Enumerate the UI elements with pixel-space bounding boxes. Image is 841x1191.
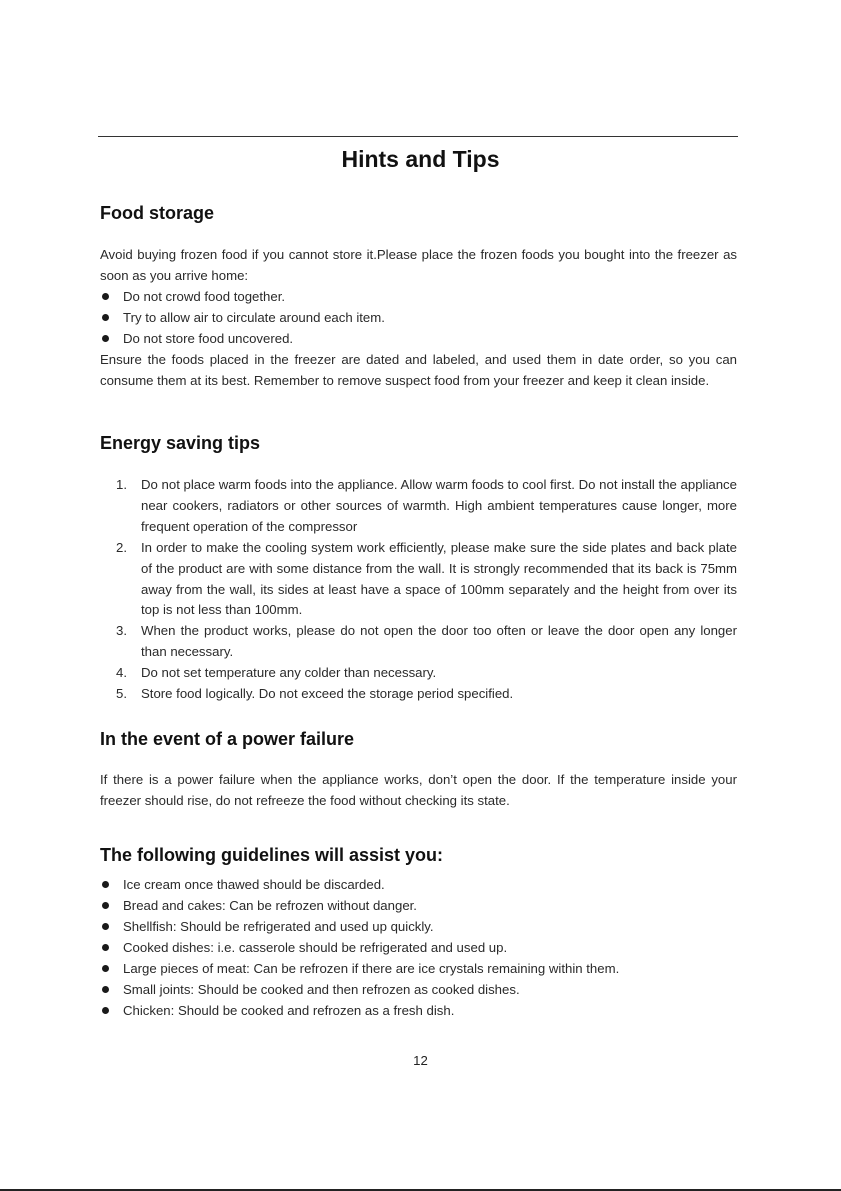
food-storage-list	[100, 286, 737, 349]
guidelines-list	[100, 874, 737, 1021]
food-storage-heading: Food storage	[100, 203, 215, 223]
bullet-icon	[102, 986, 109, 993]
bullet-icon	[102, 965, 109, 972]
list-item: Ice cream once thawed should be discarded.	[100, 874, 737, 895]
bullet-icon	[102, 293, 109, 300]
bullet-icon	[102, 902, 109, 909]
page-title: Hints and Tips	[341, 146, 500, 172]
bullet-icon	[102, 944, 109, 951]
list-item: Chicken: Should be cooked and refrozen as a fresh dish.	[100, 1000, 737, 1021]
top-divider	[98, 136, 738, 137]
bullet-icon	[102, 1007, 109, 1014]
page-number: 12	[413, 1053, 428, 1068]
list-item: Large pieces of meat: Can be refrozen if there are ice crystals remaining within them.	[100, 958, 737, 979]
bullet-icon	[102, 923, 109, 930]
list-item: Cooked dishes: i.e. casserole should be refrigerated and used up.	[100, 937, 737, 958]
list-item: Small joints: Should be cooked and then refrozen as cooked dishes.	[100, 979, 737, 1000]
bullet-icon	[102, 335, 109, 342]
list-item: 3. When the product works, please do not open the door too often or leave the door open any longer than necessary.	[116, 623, 737, 660]
list-item: 4. Do not set temperature any colder than necessary.	[116, 665, 437, 681]
bullet-icon	[102, 881, 109, 888]
food-storage-intro: Avoid buying frozen food if you cannot store it.Please place the frozen foods you bought into the freezer as soon as you arrive home:	[100, 247, 737, 284]
list-item: Try to allow air to circulate around each item.	[100, 307, 737, 328]
list-item: 2. In order to make the cooling system work efficiently, please make sure the side plates and back plate of the product are with some distance from the wall. It is strongly recommended that its back is 75mm away from the wall, its sides at least have a space of 100mm separately and the height from over its top is not less than 100mm.	[116, 539, 737, 618]
energy-saving-heading: Energy saving tips	[100, 433, 261, 453]
bullet-icon	[102, 314, 109, 321]
list-item: 5. Store food logically. Do not exceed the storage period specified.	[116, 686, 514, 702]
energy-saving-list	[116, 475, 737, 705]
food-storage-outro: Ensure the foods placed in the freezer are dated and labeled, and used them in date order, so you can consume them at its best. Remember to remove suspect food from your freezer and keep it clean inside.	[100, 352, 737, 389]
list-item: 1. Do not place warm foods into the appliance. Allow warm foods to cool first. Do not install the appliance near cookers, radiators or other sources of warmth. High ambient temperatures cause longer, more frequent operation of the compressor	[116, 477, 737, 534]
power-failure-heading: In the event of a power failure	[100, 729, 355, 749]
list-item: Do not crowd food together.	[100, 286, 737, 307]
power-failure-text: If there is a power failure when the appliance works, don’t open the door. If the temperature inside your freezer should rise, do not refreeze the food without checking its state.	[100, 772, 737, 809]
list-item: Shellfish: Should be refrigerated and used up quickly.	[100, 916, 737, 937]
list-item: Do not store food uncovered.	[100, 328, 737, 349]
guidelines-heading: The following guidelines will assist you:	[100, 845, 444, 865]
list-item: Bread and cakes: Can be refrozen without danger.	[100, 895, 737, 916]
